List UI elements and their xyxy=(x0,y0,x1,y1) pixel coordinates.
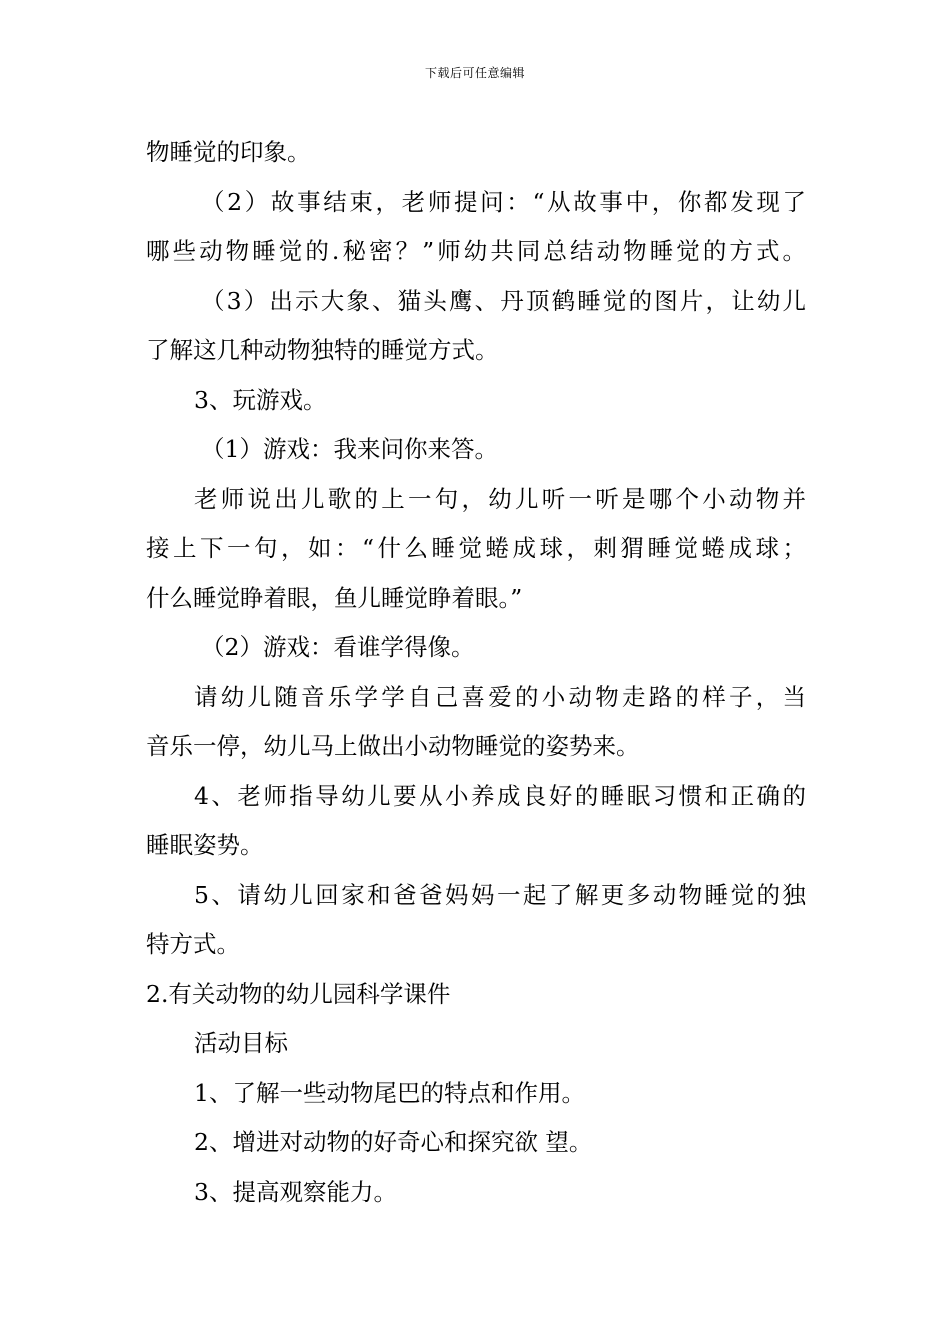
text-line-2: （2）故事结束，老师提问：“从故事中，你都发现了 xyxy=(201,187,806,216)
section-heading: 2.有关动物的幼儿园科学课件 xyxy=(146,979,451,1008)
text-line-5: 了解这几种动物独特的睡觉方式。 xyxy=(146,336,499,364)
text-line-16: 5、请幼儿回家和爸爸妈妈一起了解更多动物睡觉的独 xyxy=(194,880,806,909)
text-line-4: （3）出示大象、猫头鹰、丹顶鹤睡觉的图片，让幼儿 xyxy=(201,286,806,315)
document-body xyxy=(146,128,806,1217)
goal-item-1: 1、了解一些动物尾巴的特点和作用。 xyxy=(194,1078,585,1107)
page-header: 下载后可任意编辑 xyxy=(424,66,525,80)
goal-item-3: 3、提高观察能力。 xyxy=(194,1177,397,1206)
subheading-activity-goals: 活动目标 xyxy=(194,1029,288,1057)
text-line-15: 睡眠姿势。 xyxy=(146,831,264,859)
text-line-8: 老师说出儿歌的上一句，幼儿听一听是哪个小动物并 xyxy=(194,484,806,513)
text-line-9: 接上下一句，如：“什么睡觉蜷成球，刺猬睡觉蜷成球； xyxy=(146,534,806,562)
text-line-17: 特方式。 xyxy=(146,930,240,958)
text-line-14: 4、老师指导幼儿要从小养成良好的睡眠习惯和正确的 xyxy=(194,781,806,810)
text-line-1: 物睡觉的印象。 xyxy=(146,138,311,166)
text-line-3: 哪些动物睡觉的.秘密？”师幼共同总结动物睡觉的方式。 xyxy=(146,237,806,265)
text-line-7: （1）游戏：我来问你来答。 xyxy=(201,435,498,463)
text-line-10: 什么睡觉睁着眼，鱼儿睡觉睁着眼。” xyxy=(146,583,523,612)
text-line-11: （2）游戏：看谁学得像。 xyxy=(201,633,475,661)
goal-item-2: 2、增进对动物的好奇心和探究欲 望。 xyxy=(194,1128,593,1156)
text-line-13: 音乐一停，幼儿马上做出小动物睡觉的姿势来。 xyxy=(146,732,640,760)
text-line-6: 3、玩游戏。 xyxy=(194,385,327,414)
text-line-12: 请幼儿随音乐学学自己喜爱的小动物走路的样子，当 xyxy=(194,682,806,711)
